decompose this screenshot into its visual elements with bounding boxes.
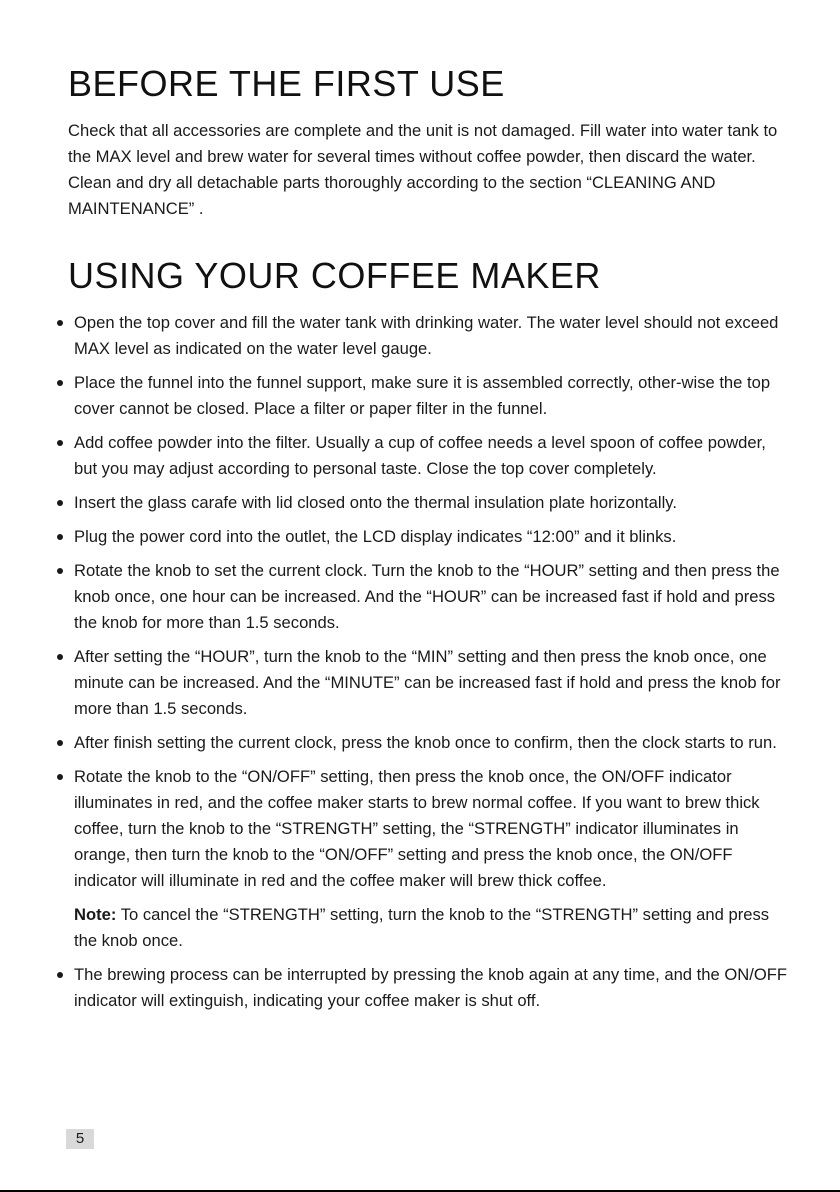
- bullet-icon: [57, 440, 63, 446]
- step-text: Rotate the knob to set the current clock. Turn the knob to the “HOUR” setting and then press the knob once, one hour can be increased. And the “HOUR” can be increased fast if hold and press the knob for more than 1.5 seconds.: [74, 561, 780, 632]
- bullet-icon: [57, 972, 63, 978]
- list-item: [56, 310, 788, 362]
- section-title-using-coffee-maker: USING YOUR COFFEE MAKER: [68, 255, 601, 296]
- step-text: Open the top cover and fill the water tank with drinking water. The water level should not exceed MAX level as indicated on the water level gauge.: [74, 313, 779, 358]
- step-text: Place the funnel into the funnel support, make sure it is assembled correctly, other-wise the top cover cannot be closed. Place a filter or paper filter in the funnel.: [74, 373, 771, 418]
- before-first-use-paragraph: Check that all accessories are complete and the unit is not damaged. Fill water into water tank to the MAX level and brew water for several times without coffee powder, then discard the water. Clean and dry all detachable parts thoroughly according to the section “CLEANING AND MAINTENANCE” .: [68, 121, 778, 218]
- step-text: Rotate the knob to the “ON/OFF” setting, then press the knob once, the ON/OFF indicator illuminates in red, and the coffee maker starts to brew normal coffee. If you want to brew thick coffee, turn the knob to the “STRENGTH” setting, the “STRENGTH” indicator illuminates in orange, then turn the knob to the “ON/OFF” setting and press the knob once, the ON/OFF indicator will illuminate in red and the coffee maker will brew thick coffee.: [74, 767, 760, 890]
- bullet-icon: [57, 654, 63, 660]
- list-item: [56, 524, 788, 550]
- note-text: To cancel the “STRENGTH” setting, turn the knob to the “STRENGTH” setting and press the knob once.: [74, 905, 770, 950]
- list-item: [56, 558, 788, 636]
- list-item: [56, 730, 788, 756]
- step-text: After finish setting the current clock, press the knob once to confirm, then the clock starts to run.: [74, 733, 777, 752]
- list-item: [56, 644, 788, 722]
- list-item: [56, 430, 788, 482]
- step-text: Plug the power cord into the outlet, the LCD display indicates “12:00” and it blinks.: [74, 527, 677, 546]
- step-text: Add coffee powder into the filter. Usually a cup of coffee needs a level spoon of coffee powder, but you may adjust according to personal taste. Close the top cover completely.: [74, 433, 766, 478]
- bullet-icon: [57, 320, 63, 326]
- note: [74, 902, 788, 954]
- list-item: [56, 764, 788, 954]
- bullet-icon: [57, 740, 63, 746]
- bullet-icon: [57, 500, 63, 506]
- manual-page: [68, 64, 788, 1022]
- bullet-icon: [57, 534, 63, 540]
- section-title-before-first-use: BEFORE THE FIRST USE: [68, 63, 505, 104]
- list-item: [56, 490, 788, 516]
- step-text: The brewing process can be interrupted by pressing the knob again at any time, and the ON/OFF indicator will extinguish, indicating your coffee maker is shut off.: [74, 965, 787, 1010]
- list-item: [56, 370, 788, 422]
- step-text: After setting the “HOUR”, turn the knob to the “MIN” setting and then press the knob once, one minute can be increased. And the “MINUTE” can be increased fast if hold and press the knob for more than 1.5 seconds.: [74, 647, 781, 718]
- bullet-icon: [57, 568, 63, 574]
- page-number: 5: [66, 1129, 94, 1149]
- step-text: Insert the glass carafe with lid closed onto the thermal insulation plate horizontally.: [74, 493, 677, 512]
- note-label: Note:: [74, 905, 117, 924]
- bullet-icon: [57, 380, 63, 386]
- list-item: [56, 962, 788, 1014]
- usage-steps-list: [56, 310, 788, 1014]
- bullet-icon: [57, 774, 63, 780]
